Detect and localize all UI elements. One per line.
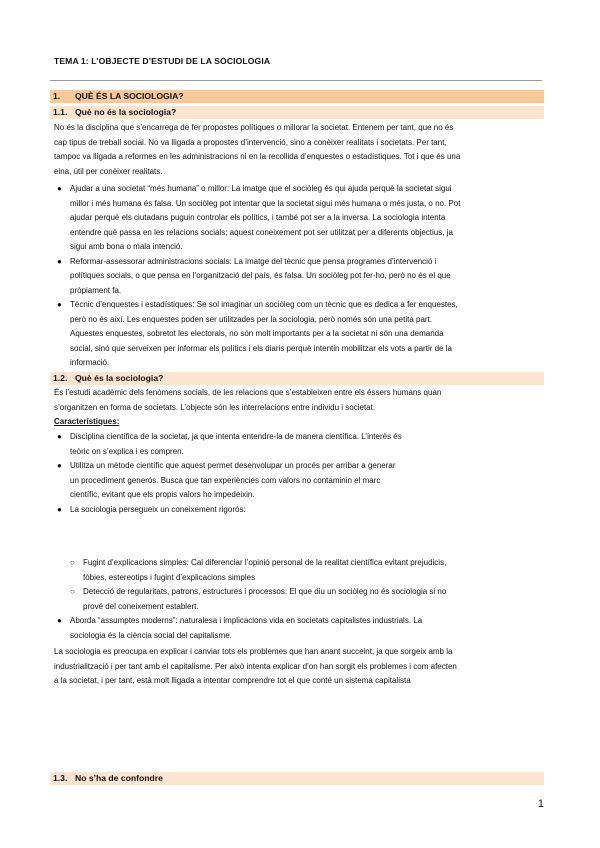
- bullet-icon: ●: [57, 184, 62, 193]
- bullet-icon: ●: [57, 300, 62, 309]
- text-line: entendre què passa en les relacions socials; aquest coneixement pot ser utilitzat per a diferents objectius, ja: [70, 227, 453, 237]
- intro-paragraph-1-2: [54, 386, 542, 430]
- text-line: pròpiament fa.: [70, 285, 122, 295]
- list-item: [70, 585, 542, 614]
- bullet-icon: ●: [57, 504, 62, 514]
- text-line: un procediment generós. Busca que tan experiències com valors no contaminin el marc: [70, 475, 381, 485]
- text-line: Aborda “assumptes moderns”: naturalesa i implicacions vida en societats capitalistes industrials. La: [70, 616, 423, 625]
- bullet-icon: ●: [57, 616, 62, 625]
- features-label: Característiques:: [54, 417, 120, 426]
- text-line: sociologia és la ciència social del capitalisme.: [70, 630, 232, 640]
- bullet-icon: ●: [57, 432, 62, 441]
- text-line: teòric on s’explica i es compren.: [70, 446, 184, 456]
- bullet-icon: ●: [57, 461, 62, 470]
- list-item: [57, 255, 542, 299]
- text-line: ajudar perquè els ciutadans puguin controlar els polítics, i també pot ser a la inversa. La sociologia intenta: [70, 213, 446, 222]
- closing-paragraph: [54, 645, 542, 689]
- list-item: [57, 614, 542, 643]
- page-number: 1: [537, 798, 544, 810]
- subsection-number: 1.2.: [53, 373, 68, 383]
- text-line: social, sinó que serveixen per informar els polítics i els diaris perquè intentin mobilitzar els vots a partir de la: [70, 343, 452, 353]
- text-line: Utilitza un mètode científic que aquest permet desenvolupar un procés per arribar a generar: [70, 461, 396, 470]
- text-line: industrialització i per tant amb el capitalisme. Per això intenta explicar d’on han sorgit els problemes i com afecten: [54, 661, 457, 671]
- text-line: científic, evitant que els propis valors ho impedeixin.: [70, 490, 255, 499]
- text-line: sigui amb bona o mala intenció.: [70, 242, 183, 251]
- text-line: No és la disciplina que s’encarrega de fer propostes polítiques o millorar la societat. Entenem per tant, que no és: [54, 123, 454, 132]
- subsection-title: Què no és la sociologia?: [75, 107, 177, 117]
- subsection-number: 1.3.: [53, 773, 68, 783]
- section-heading-1: [50, 90, 544, 103]
- text-line: polítiques socials, o que pensa en l’organització del país, és falsa. Un sociòleg pot fer-ho, però no és el que: [70, 271, 451, 280]
- subsection-number: 1.1.: [53, 107, 68, 117]
- section-number: 1.: [53, 91, 61, 101]
- text-line: Reformar-assessorar administracions socials: La imatge del tècnic que pensa programes d’intervenció i: [70, 256, 437, 266]
- text-line: Fugint d’explicacions simples: Cal diferenciar l’opinió personal de la realitat científica evitant prejudicis,: [83, 558, 447, 567]
- misconceptions-list: [57, 182, 542, 371]
- list-item: [70, 556, 542, 585]
- title-divider: [50, 80, 542, 81]
- sub-features-list: [70, 556, 542, 614]
- circle-bullet-icon: ○: [70, 587, 75, 596]
- text-line: millor i més humana és falsa. Un sociòleg pot intentar que la societat sigui més humana o més justa, o no. Pot: [70, 198, 461, 208]
- text-line: Detecció de regularitats, patrons, estructures i processos: El que diu un sociòleg no és sociologia si no: [83, 587, 447, 596]
- text-line: Aquestes enquestes, sobretot les electorals, no són molt importants per a la societat ni són una demanda: [70, 329, 444, 338]
- text-line: La sociologia es preocupa en explicar i canviar tots els problemes que han anant succeint, ja que sorgeix amb la: [54, 647, 453, 656]
- circle-bullet-icon: ○: [70, 558, 75, 567]
- list-item: [57, 182, 542, 255]
- text-line: però no és així. Les enquestes poden ser utilitzades per la sociologia, però només són una petita part.: [70, 314, 433, 324]
- text-line: a la societat, i per tant, està molt lligada a intentar comprendre tot el que conté un sistema capitalista: [54, 676, 411, 685]
- subsection-heading-1-2: [50, 372, 544, 385]
- intro-paragraph-1-1: [54, 121, 542, 179]
- text-line: fòbies, estereotips i fugint d’explicacions simples: [83, 572, 256, 582]
- subsection-title: Què és la sociologia?: [75, 373, 164, 383]
- text-line: cap tipus de treball social. No va lligada a propostes d’intervenció, sino a conèixer realitats i societats. Per tant,: [54, 137, 447, 147]
- document-title: TEMA 1: L’OBJECTE D’ESTUDI DE LA SOCIOLOGIA: [54, 56, 271, 66]
- text-line: Disciplina científica de la societat, ja que intenta entendre-la de manera científica. L’interès és: [70, 432, 402, 441]
- list-item: [57, 503, 542, 518]
- text-line: Tècnic d’enquestes i estadístiques: Se sol imaginar un sociòleg com un tècnic que es dedica a fer enquestes,: [70, 300, 458, 309]
- features-list: [57, 430, 542, 517]
- features-list-continued: [57, 614, 542, 643]
- text-line: eina, útil per conèixer realitats.: [54, 166, 163, 176]
- text-line: La sociologia persegueix un coneixement rigorós:: [70, 504, 246, 514]
- text-line: És l’estudi acadèmic dels fenòmens socials, de les relacions que s’estableixen entre els éssers humans quan: [54, 388, 442, 397]
- list-item: [57, 459, 542, 503]
- list-item: [57, 430, 542, 459]
- section-title: QUÈ ÉS LA SOCIOLOGIA?: [75, 91, 184, 101]
- text-line: Ajudar a una societat “més humana” o millor: La imatge que el sociòleg és qui ajuda perquè la societat sigui: [70, 184, 452, 193]
- text-line: s’organitzen en forma de societats. L’objecte són les interrelacions entre individu i societat.: [54, 402, 376, 412]
- text-line: informació.: [70, 358, 110, 367]
- subsection-heading-1-1: [50, 106, 544, 119]
- subsection-title: No s’ha de confondre: [75, 773, 163, 783]
- list-item: [57, 298, 542, 371]
- text-line: tampoc va lligada a reformes en les administracions ni en la recollida d’enquestes o estadístiques. Tot i que és una: [54, 152, 461, 161]
- bullet-icon: ●: [57, 256, 62, 266]
- text-line: prové del coneixement establert.: [83, 601, 199, 611]
- subsection-heading-1-3: [50, 772, 544, 785]
